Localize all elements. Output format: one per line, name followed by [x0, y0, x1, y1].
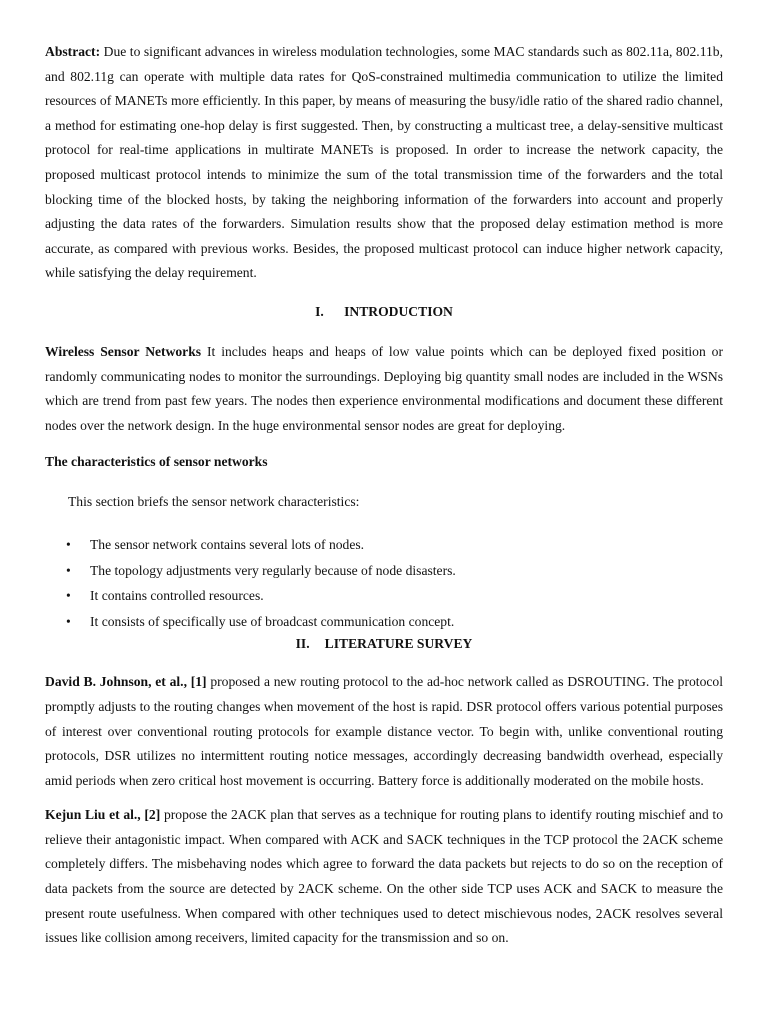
characteristics-list	[45, 532, 723, 634]
list-item-text: It consists of specifically use of broadcast communication concept.	[90, 613, 455, 629]
reference-author: Kejun Liu et al., [2]	[45, 807, 161, 823]
reference-author: David B. Johnson, et al., [1]	[45, 674, 207, 690]
section-brief-text: This section briefs the sensor network characteristics:	[68, 494, 360, 510]
reference-text: proposed a new routing protocol to the ad-hoc network called as DSROUTING. The protocol promptly adjusts to the routing changes when movement of the host is rapid. DSR protocol offers various potential purposes of interest over conventional routing protocols for example distance vector. To begin with, unlike conventional routing protocols, DSR utilizes no intermittent routing notice messages, accordingly decreasing bandwidth overhead, especially amid periods when zero critical host movement is occurring. Battery force is additionally moderated on the mobile hosts.	[45, 674, 723, 788]
list-item	[66, 532, 723, 558]
section-number: II.	[295, 636, 310, 652]
bullet-icon: •	[66, 562, 71, 578]
list-item-text: The sensor network contains several lots of nodes.	[90, 537, 365, 553]
subheading-characteristics: The characteristics of sensor networks	[45, 454, 268, 470]
literature-entry	[45, 803, 723, 951]
bullet-icon: •	[66, 588, 71, 604]
list-item	[66, 609, 723, 635]
literature-entry	[45, 670, 723, 793]
reference-text: propose the 2ACK plan that serves as a technique for routing plans to identify routing mischief and to relieve their antagonistic impact. When compared with ACK and SACK techniques in the TCP protocol the 2ACK scheme completely differs. The misbehaving nodes which agree to forward the data packets but rejects to do so on the reception of data packets from the source are detected by 2ACK scheme. On the other side TCP uses ACK and SACK to measure the present route usefulness. When compared with other techniques used to detect mischievous nodes, 2ACK resolves several issues like collision among receivers, limited capacity for the transmission and so on.	[45, 807, 723, 946]
abstract-paragraph	[45, 40, 723, 286]
section-title: INTRODUCTION	[344, 303, 453, 319]
abstract-label: Abstract:	[45, 44, 101, 59]
abstract-text: Due to significant advances in wireless modulation technologies, some MAC standards such as 802.11a, 802.11b, and 802.11g can operate with multiple data rates for QoS-constrained multimedia communication to utilize the limited resources of MANETs more efficiently. In this paper, by means of measuring the busy/idle ratio of the shared radio channel, a method for estimating one-hop delay is first suggested. Then, by constructing a multicast tree, a delay-sensitive multicast protocol for real-time applications in multirate MANETs is proposed. In order to increase the network capacity, the proposed multicast protocol intends to minimize the sum of the total transmission time of the forwarders and the total blocking time of the blocked hosts, by taking the neighboring information of the forwarders into account and properly adjusting the data rates of the forwarders. Simulation results show that the proposed delay estimation method is more accurate, as compared with previous works. Besides, the proposed multicast protocol can induce higher network capacity, while satisfying the delay requirement.	[45, 44, 723, 281]
intro-text: It includes heaps and heaps of low value points which can be deployed fixed position or randomly communicating nodes to monitor the surroundings. Deploying big quantity small nodes are included in the WSNs which are trend from past few years. The nodes then experience environmental modifications and document these different nodes over the network design. In the huge environmental sensor nodes are great for deploying.	[45, 343, 723, 433]
bullet-icon: •	[66, 537, 71, 553]
section-heading-literature-survey	[45, 634, 723, 654]
section-title: LITERATURE SURVEY	[324, 636, 473, 652]
bullet-icon: •	[66, 613, 71, 629]
list-item-text: It contains controlled resources.	[90, 588, 264, 604]
intro-lead-term: Wireless Sensor Networks	[45, 343, 202, 359]
section-number: I.	[315, 303, 324, 319]
section-heading-introduction	[45, 302, 723, 322]
list-item	[66, 558, 723, 584]
list-item	[66, 583, 723, 609]
list-item-text: The topology adjustments very regularly because of node disasters.	[90, 562, 456, 578]
intro-paragraph	[45, 340, 723, 438]
